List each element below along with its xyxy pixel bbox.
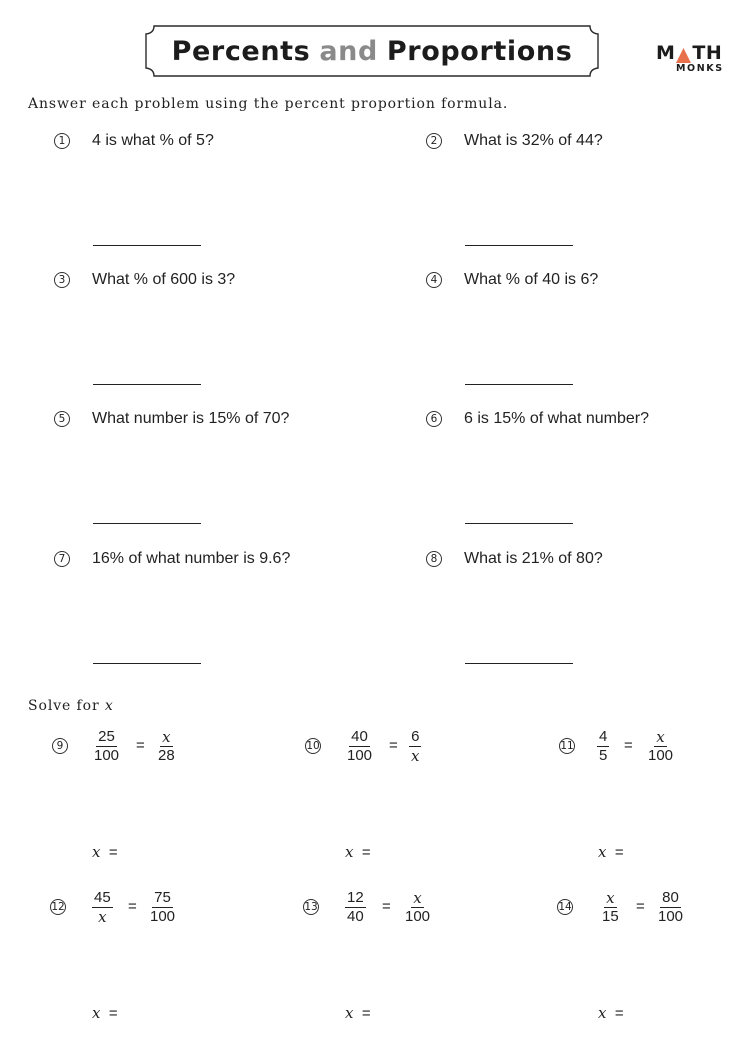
question-text: What % of 600 is 3? bbox=[92, 271, 236, 288]
right-numerator: x bbox=[656, 728, 665, 746]
right-numerator: x bbox=[413, 889, 422, 907]
section2-instruction bbox=[28, 698, 114, 714]
equation-11 bbox=[559, 728, 729, 768]
equation-10 bbox=[305, 728, 505, 768]
title-word-and: and bbox=[319, 35, 378, 67]
left-fraction bbox=[92, 728, 121, 765]
equals-sign: = bbox=[389, 737, 398, 754]
answer-x-14[interactable] bbox=[598, 1004, 624, 1022]
section1-instruction: Answer each problem using the percent proportion formula. bbox=[28, 96, 509, 112]
question-text: What is 32% of 44? bbox=[464, 132, 603, 149]
equation-14 bbox=[557, 889, 727, 929]
equals-sign: = bbox=[624, 737, 633, 754]
left-numerator: x bbox=[606, 889, 615, 907]
left-denominator: 5 bbox=[599, 747, 608, 764]
equals-sign: = bbox=[128, 898, 137, 915]
question-number: 5 bbox=[54, 411, 70, 427]
equation-13 bbox=[303, 889, 503, 929]
title-banner bbox=[142, 25, 602, 77]
right-denominator: 100 bbox=[150, 908, 176, 925]
question-text: 6 is 15% of what number? bbox=[464, 410, 649, 427]
solve-for-text: Solve for bbox=[28, 698, 100, 714]
left-denominator: 15 bbox=[602, 908, 619, 925]
right-denominator: 100 bbox=[648, 747, 674, 764]
solve-for-variable: x bbox=[104, 698, 114, 714]
answer-line-6[interactable] bbox=[465, 523, 573, 524]
answer-line-4[interactable] bbox=[465, 384, 573, 385]
equals-sign: = bbox=[382, 898, 391, 915]
answer-x-11[interactable] bbox=[598, 843, 624, 861]
title-word-proportions: Proportions bbox=[386, 35, 573, 67]
equation-number: 14 bbox=[558, 901, 572, 913]
answer-variable: x bbox=[345, 843, 354, 861]
answer-x-12[interactable] bbox=[92, 1004, 118, 1022]
equation-number: 12 bbox=[51, 901, 65, 913]
right-denominator: 28 bbox=[158, 747, 175, 764]
question-number: 7 bbox=[54, 551, 70, 567]
right-fraction bbox=[148, 889, 177, 926]
right-fraction bbox=[656, 889, 685, 926]
left-numerator: 40 bbox=[351, 728, 368, 745]
right-denominator: 100 bbox=[658, 908, 684, 925]
answer-equals: = bbox=[108, 844, 118, 861]
equation-number: 10 bbox=[306, 740, 320, 752]
math-monks-logo bbox=[652, 42, 726, 78]
logo-letter-m: M bbox=[656, 42, 676, 64]
right-numerator: 6 bbox=[411, 728, 420, 745]
logo-wordmark bbox=[656, 42, 722, 64]
equation-9 bbox=[52, 728, 252, 768]
right-fraction bbox=[646, 728, 675, 765]
question-number: 1 bbox=[54, 133, 70, 149]
page-title bbox=[142, 25, 602, 77]
right-numerator: x bbox=[162, 728, 171, 746]
left-fraction bbox=[600, 889, 621, 926]
left-denominator: 100 bbox=[347, 747, 373, 764]
answer-line-8[interactable] bbox=[465, 663, 573, 664]
right-denominator: x bbox=[411, 747, 420, 765]
equals-sign: = bbox=[636, 898, 645, 915]
answer-line-1[interactable] bbox=[93, 245, 201, 246]
title-word-percents: Percents bbox=[171, 35, 311, 67]
right-fraction bbox=[156, 728, 177, 765]
answer-equals: = bbox=[108, 1005, 118, 1022]
left-denominator: x bbox=[98, 908, 107, 926]
right-fraction bbox=[403, 889, 432, 926]
right-numerator: 75 bbox=[154, 889, 171, 906]
question-text: What number is 15% of 70? bbox=[92, 410, 290, 427]
answer-line-3[interactable] bbox=[93, 384, 201, 385]
equals-sign: = bbox=[136, 737, 145, 754]
answer-variable: x bbox=[92, 843, 101, 861]
answer-x-13[interactable] bbox=[345, 1004, 371, 1022]
left-fraction bbox=[345, 889, 366, 926]
logo-letters-th: TH bbox=[692, 42, 723, 64]
question-number: 8 bbox=[426, 551, 442, 567]
equation-number: 13 bbox=[304, 901, 318, 913]
answer-line-5[interactable] bbox=[93, 523, 201, 524]
left-numerator: 25 bbox=[98, 728, 115, 745]
answer-variable: x bbox=[345, 1004, 354, 1022]
answer-line-7[interactable] bbox=[93, 663, 201, 664]
answer-equals: = bbox=[614, 1005, 624, 1022]
answer-x-9[interactable] bbox=[92, 843, 118, 861]
answer-line-2[interactable] bbox=[465, 245, 573, 246]
logo-triangle-icon bbox=[675, 45, 692, 64]
right-denominator: 100 bbox=[405, 908, 431, 925]
answer-variable: x bbox=[598, 843, 607, 861]
answer-equals: = bbox=[361, 844, 371, 861]
left-denominator: 100 bbox=[94, 747, 120, 764]
answer-variable: x bbox=[598, 1004, 607, 1022]
equation-number: 9 bbox=[52, 738, 68, 754]
answer-x-10[interactable] bbox=[345, 843, 371, 861]
left-fraction bbox=[597, 728, 609, 765]
left-numerator: 45 bbox=[94, 889, 111, 906]
question-text: 16% of what number is 9.6? bbox=[92, 550, 291, 567]
answer-variable: x bbox=[92, 1004, 101, 1022]
right-fraction bbox=[409, 728, 421, 765]
left-denominator: 40 bbox=[347, 908, 364, 925]
question-text: 4 is what % of 5? bbox=[92, 132, 214, 149]
left-fraction bbox=[92, 889, 113, 926]
question-text: What % of 40 is 6? bbox=[464, 271, 599, 288]
question-number: 4 bbox=[426, 272, 442, 288]
equation-12 bbox=[50, 889, 250, 929]
question-number: 3 bbox=[54, 272, 70, 288]
left-fraction bbox=[345, 728, 374, 765]
logo-subtitle: MONKS bbox=[676, 63, 724, 74]
question-text: What is 21% of 80? bbox=[464, 550, 603, 567]
left-numerator: 12 bbox=[347, 889, 364, 906]
answer-equals: = bbox=[614, 844, 624, 861]
question-number: 2 bbox=[426, 133, 442, 149]
equation-number: 11 bbox=[560, 740, 574, 752]
left-numerator: 4 bbox=[599, 728, 608, 745]
answer-equals: = bbox=[361, 1005, 371, 1022]
right-numerator: 80 bbox=[662, 889, 679, 906]
question-number: 6 bbox=[426, 411, 442, 427]
